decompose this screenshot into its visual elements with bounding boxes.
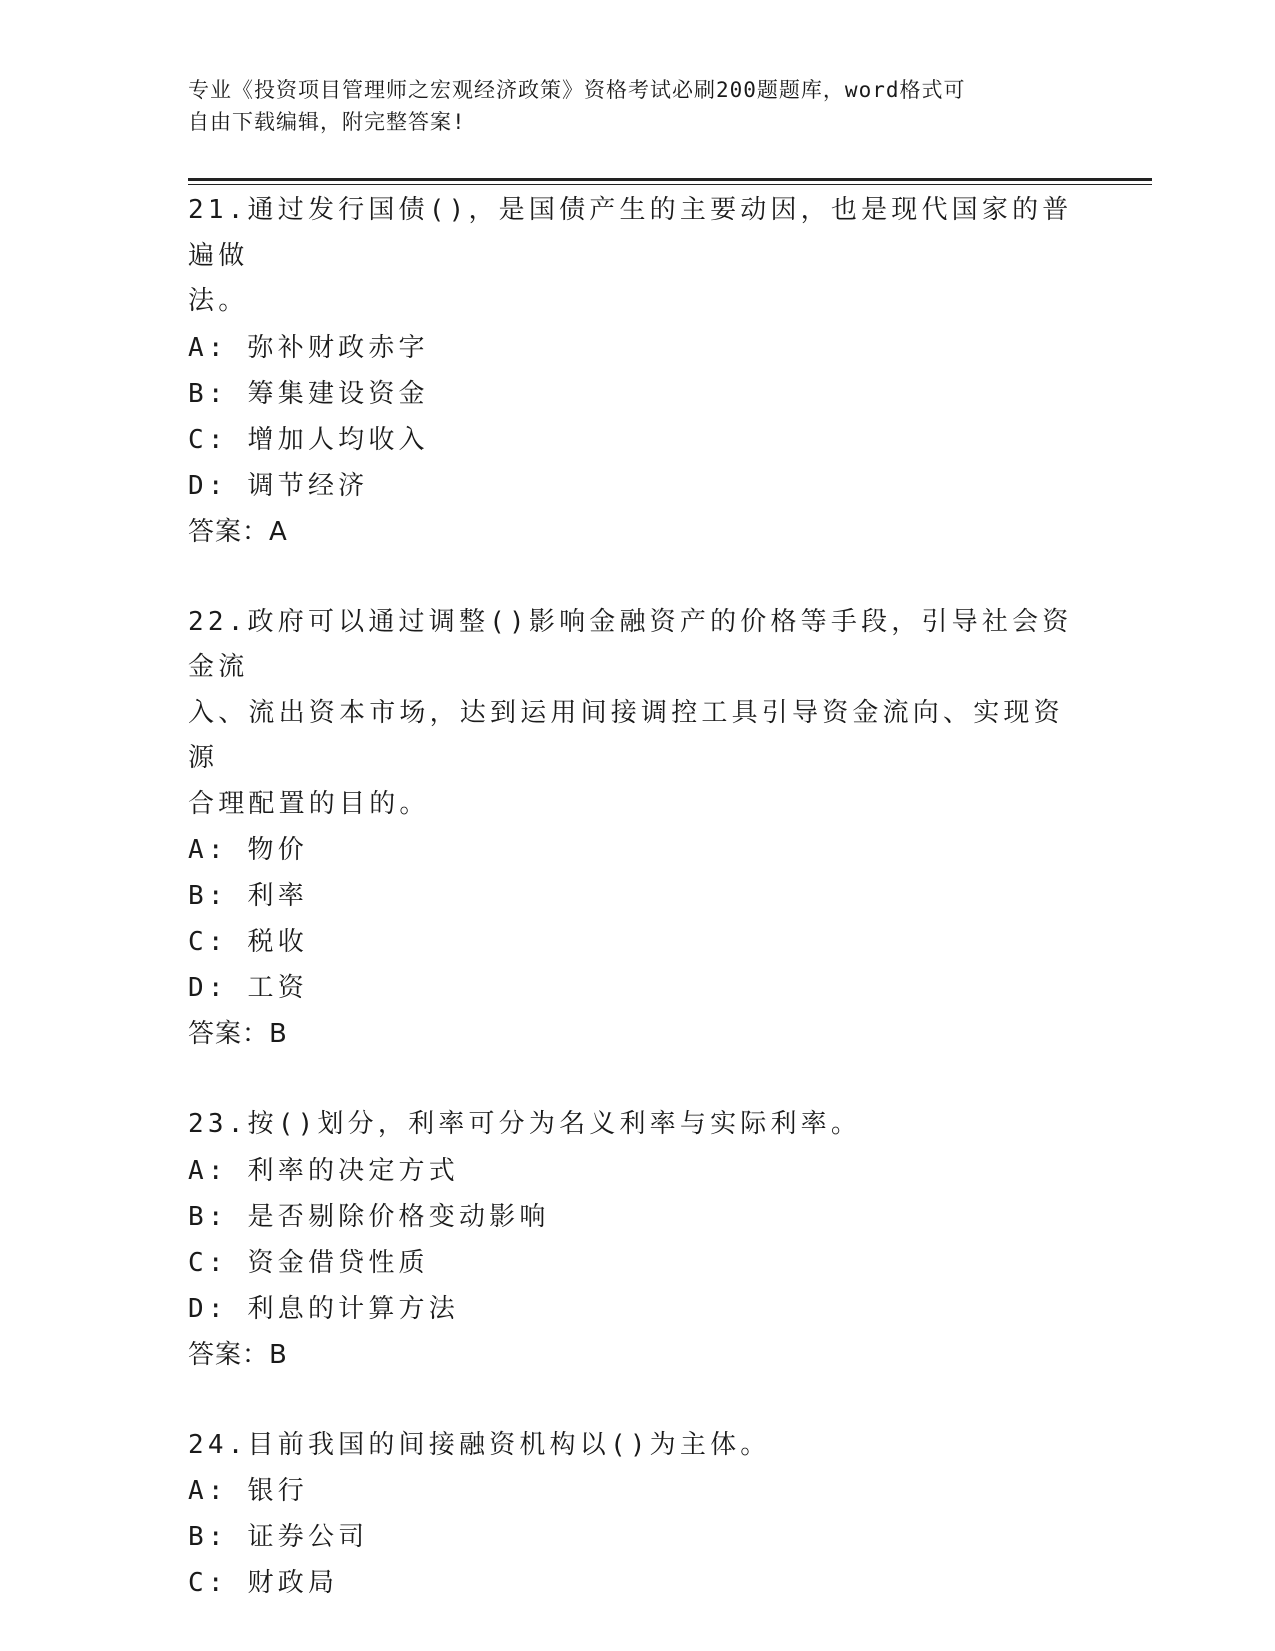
answer: 答案：B [188, 1019, 288, 1049]
question-text: 入、流出资本市场，达到运用间接调控工具引导资金流向、实现资源 [188, 697, 1064, 773]
option-a: A: 弥补财政赤字 [188, 332, 429, 363]
question-text: 23.按()划分，利率可分为名义利率与实际利率。 [188, 1109, 862, 1139]
question-text: 合理配置的目的。 [188, 788, 430, 819]
question-list [188, 188, 1088, 1651]
question-text: 24.目前我国的间接融资机构以()为主体。 [188, 1429, 771, 1460]
header-divider-thick [188, 178, 1152, 181]
question-text: 22.政府可以通过调整()影响金融资产的价格等手段，引导社会资金流 [188, 606, 1073, 682]
option-b: B: 是否剔除价格变动影响 [188, 1201, 550, 1232]
header-divider-thin [188, 184, 1152, 185]
header-title-line-1: 专业《投资项目管理师之宏观经济政策》资格考试必刷200题题库，word格式可 [188, 78, 966, 102]
option-a: A: 银行 [188, 1476, 308, 1506]
option-a: A: 利率的决定方式 [188, 1155, 459, 1186]
question-24 [188, 1423, 1088, 1607]
option-c: C: 财政局 [188, 1568, 339, 1598]
option-b: B: 证券公司 [188, 1522, 369, 1552]
answer: 答案：B [188, 1339, 288, 1370]
option-a: A: 物价 [188, 835, 308, 865]
question-text: 21.通过发行国债()，是国债产生的主要动因，也是现代国家的普遍做 [188, 195, 1073, 271]
document-header [188, 74, 1068, 138]
question-22 [188, 600, 1088, 1058]
header-title-line-2: 自由下载编辑，附完整答案! [188, 110, 466, 134]
option-b: B: 筹集建设资金 [188, 378, 429, 409]
option-c: C: 税收 [188, 927, 308, 957]
option-c: C: 增加人均收入 [188, 424, 429, 455]
option-d: D: 工资 [188, 973, 308, 1003]
option-d: D: 利息的计算方法 [188, 1293, 459, 1324]
option-d: D: 调节经济 [188, 470, 369, 501]
answer: 答案：A [188, 516, 288, 547]
option-c: C: 资金借贷性质 [188, 1247, 429, 1278]
question-21 [188, 188, 1088, 555]
question-text: 法。 [188, 286, 249, 316]
option-b: B: 利率 [188, 881, 308, 911]
question-23 [188, 1102, 1088, 1378]
